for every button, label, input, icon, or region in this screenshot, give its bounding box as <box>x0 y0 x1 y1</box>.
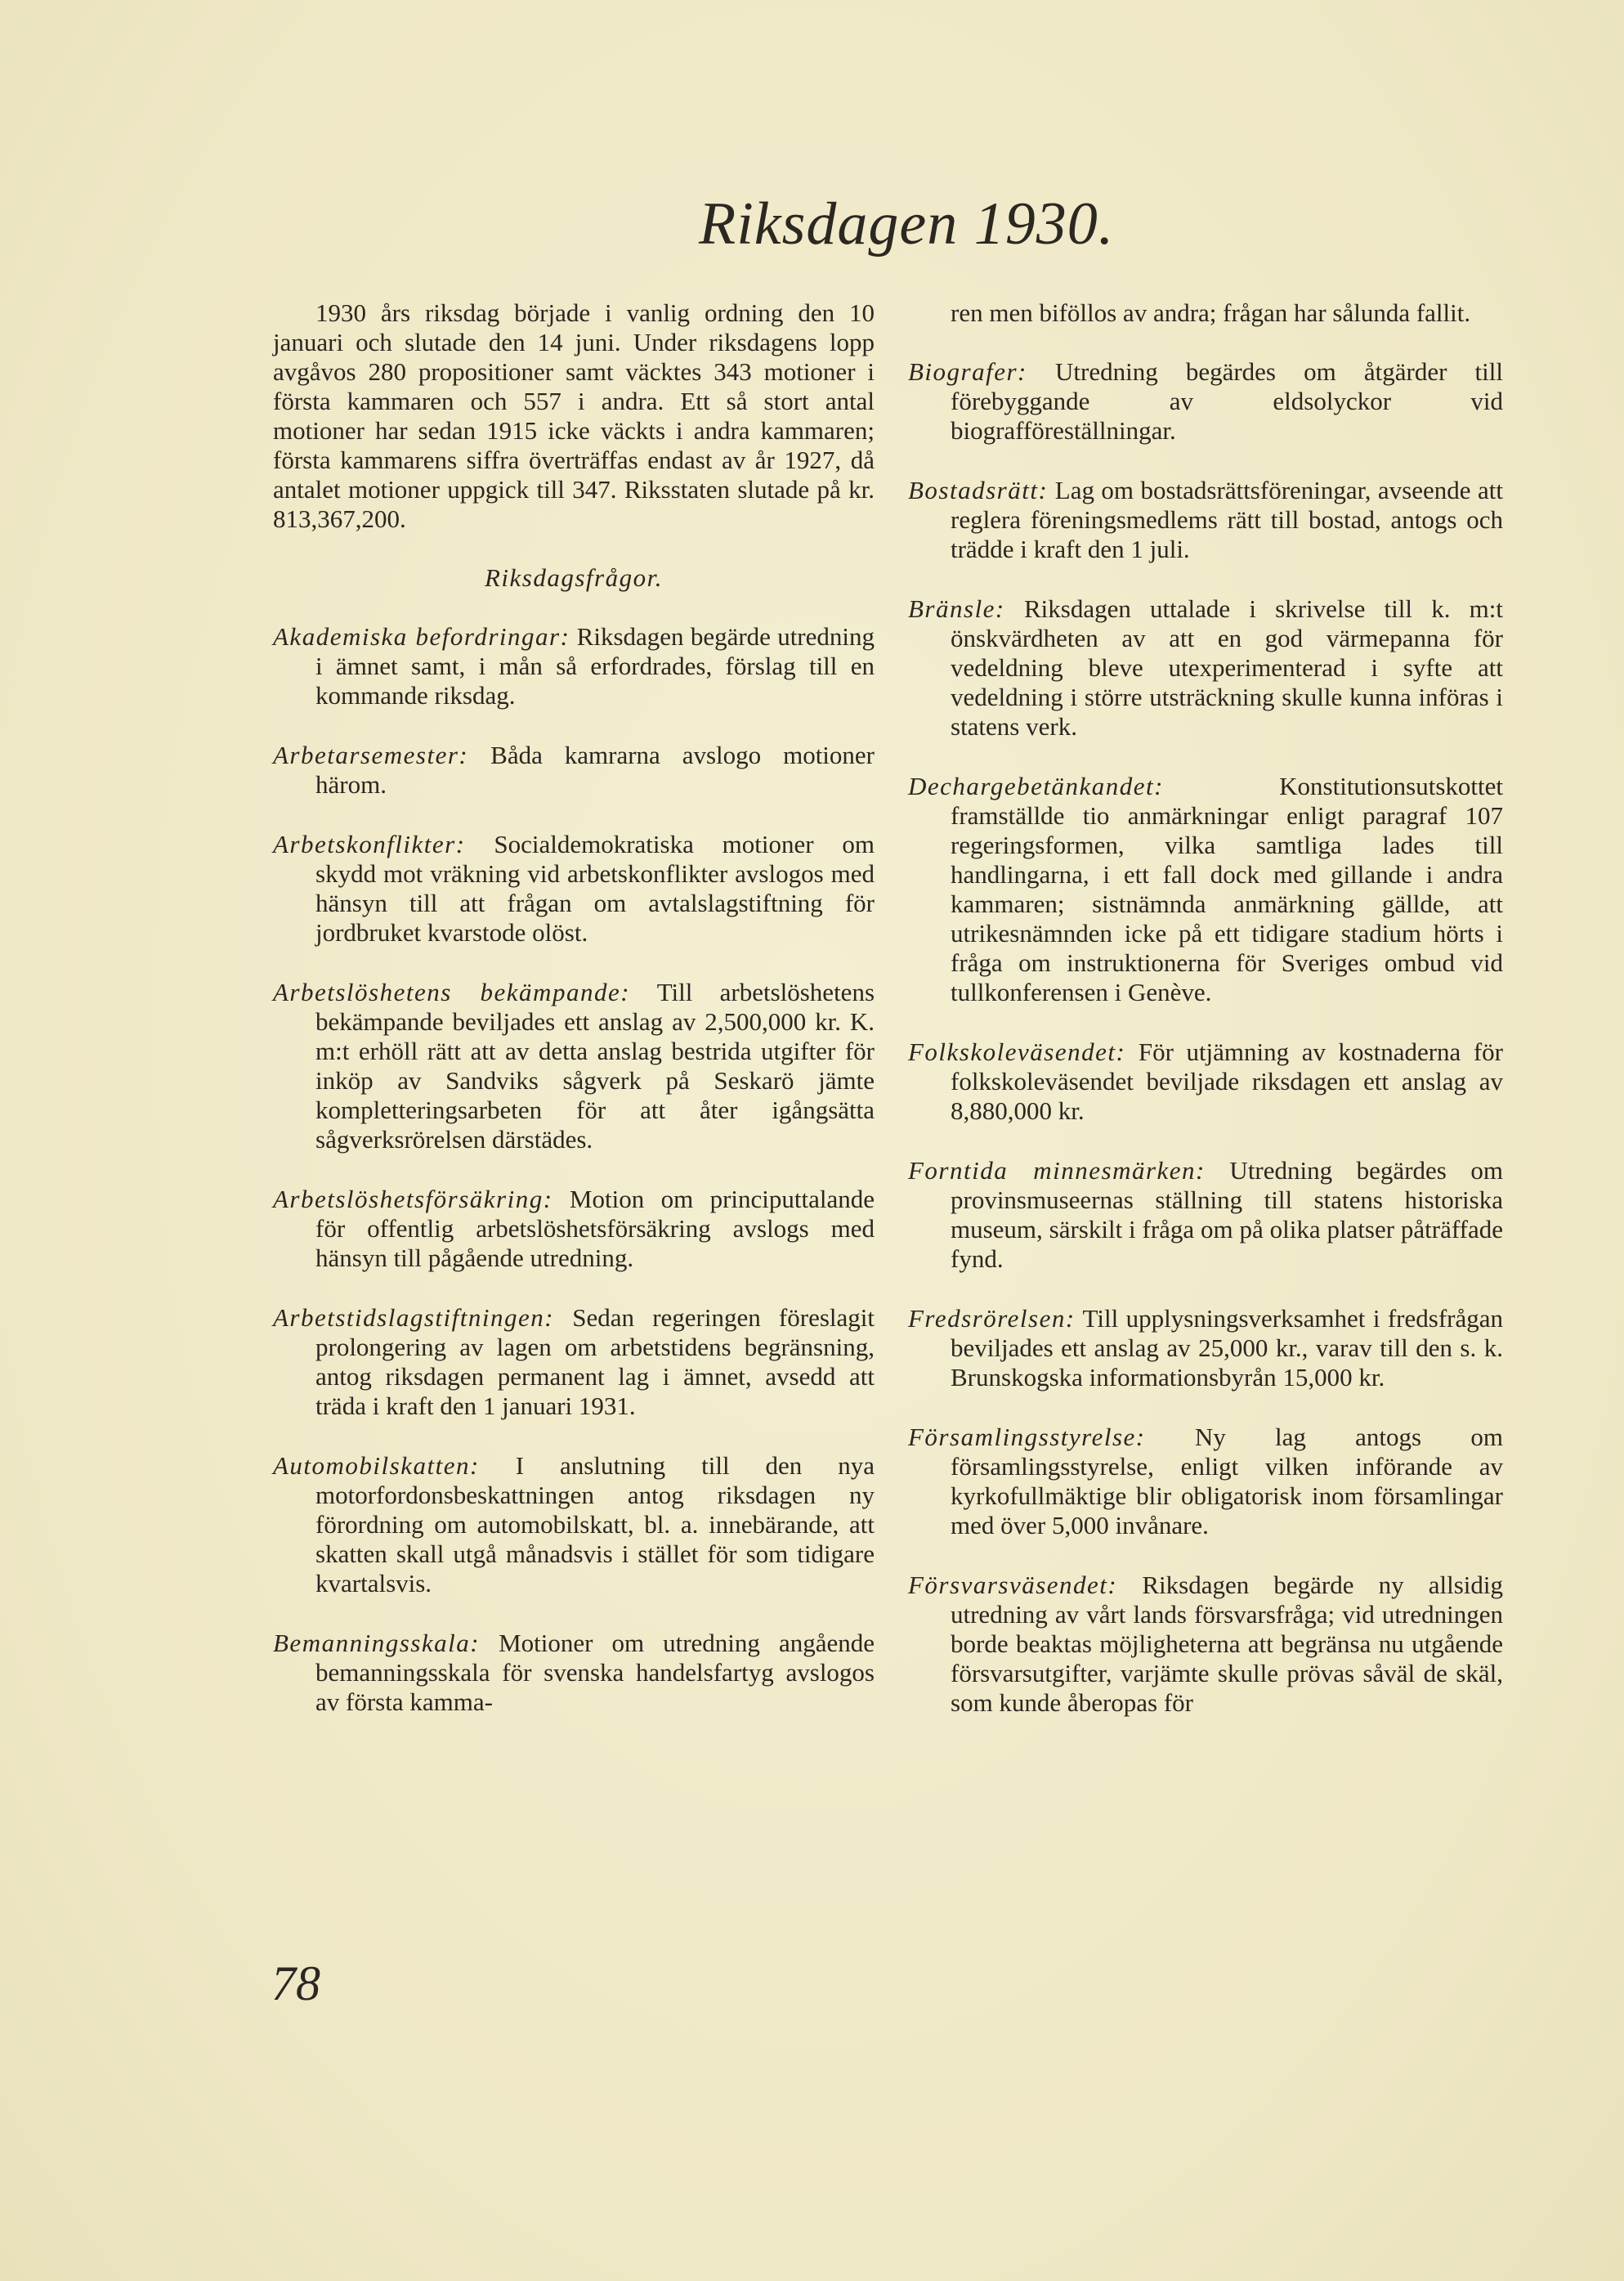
page-number: 78 <box>271 1956 320 2010</box>
left-column <box>273 298 875 1747</box>
section-heading: Riksdagsfrågor. <box>485 563 663 592</box>
entry-text: Socialdemokratiska motioner om skydd mot vräkning vid arbetskonflikter avslogos med hänsyn till att frågan om avtalslagstiftning för jordbruket kvarstode olöst. <box>315 830 875 947</box>
entry-term: Fredsrörelsen: <box>908 1304 1076 1333</box>
entry-term: Arbetslöshetsförsäkring: <box>273 1185 553 1213</box>
entry-term: Bostadsrätt: <box>908 476 1049 504</box>
entry-text: För utjämning av kostnaderna för folkskoleväsendet beviljade riksdagen ett anslag av 8,880,000 kr. <box>951 1037 1503 1125</box>
glossary-entry <box>273 741 875 800</box>
entry-term: Försvarsväsendet: <box>908 1571 1118 1599</box>
entry-text: Konstitutionsutskottet framställde tio anmärkningar enligt paragraf 107 regeringsformen, vilka samtliga lades till handlingarna, i ett fall dock med gillande i andra kammaren; sistnämnda anmärkning gällde, att utrikesnämnden icke på ett tidigare stadium hörts i fråga om instruktionerna för Sveriges ombud vid tullkonferensen i Genève. <box>951 772 1503 1006</box>
entry-text: I anslutning till den nya motorfordonsbeskattningen antog riksdagen ny förordning om automobilskatt, bl. a. innebärande, att skatten skall utgå månadsvis i stället för som tidigare kvartalsvis. <box>315 1451 875 1598</box>
entry-term: Arbetskonflikter: <box>273 830 466 858</box>
entry-term: Folkskoleväsendet: <box>908 1037 1126 1066</box>
entry-text: Lag om bostadsrättsföreningar, avseende att reglera föreningsmedlems rätt till bostad, antogs och trädde i kraft den 1 juli. <box>951 476 1503 563</box>
glossary-entry <box>908 1037 1503 1126</box>
glossary-entry <box>908 357 1503 446</box>
entry-term: Arbetarsemester: <box>273 741 469 769</box>
page-title: Riksdagen 1930. <box>699 190 1115 258</box>
entry-term: Bränsle: <box>908 594 1005 623</box>
right-entries <box>908 357 1503 1718</box>
right-column <box>908 298 1503 1748</box>
glossary-entry <box>908 772 1503 1007</box>
entry-term: Forntida minnesmärken: <box>908 1156 1206 1185</box>
entry-text: Till arbetslöshetens bekämpande beviljades ett anslag av 2,500,000 kr. K. m:t erhöll rätt att av detta anslag bestrida utgifter för inköp av Sandviks sågverk på Seskarö jämte kompletteringsarbeten för att åter igångsätta sågverksrörelsen därstädes. <box>315 978 875 1154</box>
glossary-entry <box>908 476 1503 564</box>
glossary-entry <box>908 1571 1503 1718</box>
entry-text: Riksdagen begärde ny allsidig utredning av vårt lands försvarsfråga; vid utredningen borde beaktas möjligheterna att begränsa nu utgående försvarsutgifter, varjämte skulle prövas såväl de skäl, som kunde åberopas för <box>951 1571 1503 1717</box>
entry-text: Utredning begärdes om provinsmuseernas ställning till statens historiska museum, särskilt i fråga om på olika platser påträffade fynd. <box>951 1156 1503 1273</box>
entry-text: Utredning begärdes om åtgärder till förebyggande av eldsolyckor vid biografföreställningar. <box>951 357 1503 445</box>
glossary-entry <box>273 830 875 948</box>
glossary-entry <box>273 1303 875 1421</box>
glossary-entry <box>908 1423 1503 1540</box>
entry-text: Ny lag antogs om församlingsstyrelse, enligt vilken införande av kyrkofullmäktige blir obligatorisk inom församlingar med över 5,000 invånare. <box>951 1423 1503 1539</box>
intro-paragraph: 1930 års riksdag började i vanlig ordning den 10 januari och slutade den 14 juni. Under riksdagens lopp avgåvos 280 propositioner samt väcktes 343 motioner i första kammaren och 557 i andra. Ett så stort antal motioner har sedan 1915 icke väckts i andra kammaren; första kammarens siffra överträffas endast av år 1927, då antalet motioner uppgick till 347. Riksstaten slutade på kr. 813,367,200. <box>273 298 875 533</box>
entry-text: Motioner om utredning angående bemanningsskala för svenska handelsfartyg avslogos av första kamma- <box>315 1629 875 1716</box>
glossary-entry <box>273 978 875 1154</box>
entry-term: Bemanningsskala: <box>273 1629 481 1657</box>
left-entries <box>273 622 875 1717</box>
entry-text: Till upplysningsverksamhet i fredsfrågan beviljades ett anslag av 25,000 kr., varav till den s. k. Brunskogska informationsbyrån 15,000 kr. <box>951 1304 1503 1391</box>
glossary-entry <box>273 622 875 710</box>
glossary-entry <box>273 1185 875 1273</box>
entry-term: Biografer: <box>908 357 1027 386</box>
glossary-entry <box>273 1451 875 1598</box>
entry-term: Arbetslöshetens bekämpande: <box>273 978 631 1006</box>
entry-term: Församlingsstyrelse: <box>908 1423 1146 1451</box>
entry-term: Automobilskatten: <box>273 1451 480 1480</box>
entry-text: Riksdagen uttalade i skrivelse till k. m:t önskvärdheten av att en god värmepanna för vedeldning bleve utexperimenterad i syfte att vedeldning i större utsträckning skulle kunna införas i statens verk. <box>951 594 1503 741</box>
entry-text: Motion om principuttalande för offentlig arbetslöshetsförsäkring avslogs med hänsyn till pågående utredning. <box>315 1185 875 1272</box>
glossary-entry <box>908 1156 1503 1274</box>
entry-text: Riksdagen begärde utredning i ämnet samt, i mån så erfordrades, förslag till en kommande riksdag. <box>315 622 875 710</box>
entry-term: Akademiska befordringar: <box>273 622 570 651</box>
glossary-entry <box>273 1629 875 1717</box>
entry-text: Sedan regeringen föreslagit prolongering av lagen om arbetstidens begränsning, antog riksdagen permanent lag i ämnet, avsedd att träda i kraft den 1 januari 1931. <box>315 1303 875 1420</box>
entry-text: Båda kamrarna avslogo motioner härom. <box>315 741 875 799</box>
glossary-entry <box>908 1304 1503 1392</box>
glossary-entry <box>908 594 1503 742</box>
continuation-paragraph: ren men biföllos av andra; frågan har sålunda fallit. <box>951 298 1471 327</box>
entry-term: Arbetstidslagstiftningen: <box>273 1303 555 1332</box>
entry-term: Dechargebetänkandet: <box>908 772 1164 800</box>
